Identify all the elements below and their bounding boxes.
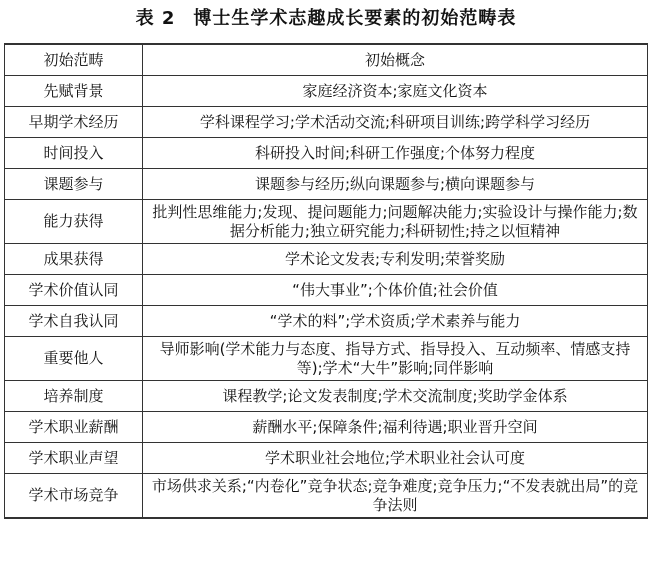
row-category: 学术自我认同: [5, 306, 143, 337]
row-concepts: “学术的料”;学术资质;学术素养与能力: [143, 306, 648, 337]
table-row: [5, 76, 648, 107]
row-concepts: 学术论文发表;专利发明;荣誉奖励: [143, 244, 648, 275]
row-category: 课题参与: [5, 169, 143, 200]
table-row: [5, 169, 648, 200]
row-concepts: 家庭经济资本;家庭文化资本: [143, 76, 648, 107]
initial-category-table: [4, 43, 648, 519]
row-concepts: 学术职业社会地位;学术职业社会认可度: [143, 443, 648, 474]
row-category: 时间投入: [5, 138, 143, 169]
table-row: [5, 474, 648, 519]
row-concepts: “伟大事业”;个体价值;社会价值: [143, 275, 648, 306]
table-row: [5, 138, 648, 169]
table-caption: [0, 0, 652, 34]
table-row: [5, 200, 648, 244]
row-category: 能力获得: [5, 200, 143, 244]
row-category: 培养制度: [5, 381, 143, 412]
header-category: 初始范畴: [5, 44, 143, 76]
row-concepts: 学科课程学习;学术活动交流;科研项目训练;跨学科学习经历: [143, 107, 648, 138]
table-title: 博士生学术志趣成长要素的初始范畴表: [193, 8, 517, 29]
row-category: 早期学术经历: [5, 107, 143, 138]
table-row: [5, 244, 648, 275]
row-concepts: 导师影响(学术能力与态度、指导方式、指导投入、互动频率、情感支持等);学术“大牛”影响;同伴影响: [143, 337, 648, 381]
row-concepts: 科研投入时间;科研工作强度;个体努力程度: [143, 138, 648, 169]
table-row: [5, 275, 648, 306]
row-category: 重要他人: [5, 337, 143, 381]
row-category: 学术市场竞争: [5, 474, 143, 519]
row-category: 学术职业声望: [5, 443, 143, 474]
table-row: [5, 443, 648, 474]
row-category: 学术价值认同: [5, 275, 143, 306]
header-concepts: 初始概念: [143, 44, 648, 76]
row-concepts: 市场供求关系;“内卷化”竞争状态;竞争难度;竞争压力;“不发表就出局”的竞争法则: [143, 474, 648, 519]
row-concepts: 薪酬水平;保障条件;福利待遇;职业晋升空间: [143, 412, 648, 443]
row-category: 先赋背景: [5, 76, 143, 107]
table-row: [5, 412, 648, 443]
table-header-row: [5, 44, 648, 76]
row-concepts: 课程教学;论文发表制度;学术交流制度;奖助学金体系: [143, 381, 648, 412]
table-number: 表 2: [135, 8, 176, 29]
table-row: [5, 107, 648, 138]
table-row: [5, 337, 648, 381]
table-row: [5, 306, 648, 337]
row-category: 学术职业薪酬: [5, 412, 143, 443]
table-row: [5, 381, 648, 412]
row-concepts: 课题参与经历;纵向课题参与;横向课题参与: [143, 169, 648, 200]
row-category: 成果获得: [5, 244, 143, 275]
row-concepts: 批判性思维能力;发现、提问题能力;问题解决能力;实验设计与操作能力;数据分析能力;独立研究能力;科研韧性;持之以恒精神: [143, 200, 648, 244]
